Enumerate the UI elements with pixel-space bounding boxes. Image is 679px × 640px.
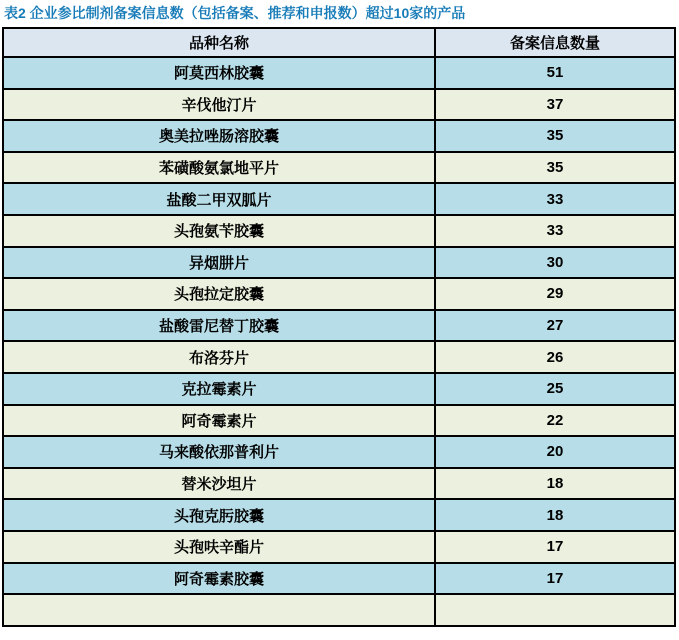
record-count-cell: 33	[435, 215, 675, 247]
record-count-cell: 27	[435, 310, 675, 342]
product-name-cell: 阿莫西林胶囊	[3, 57, 435, 89]
product-name-cell: 头孢拉定胶囊	[3, 278, 435, 310]
product-name-cell: 异烟肼片	[3, 247, 435, 279]
record-count-cell: 25	[435, 373, 675, 405]
record-count-cell: 17	[435, 563, 675, 595]
record-count-cell	[435, 594, 675, 626]
table-row	[3, 310, 675, 342]
table-row	[3, 373, 675, 405]
table-row	[3, 341, 675, 373]
column-header-product-name: 品种名称	[3, 28, 435, 57]
product-name-cell: 替米沙坦片	[3, 468, 435, 500]
table-header	[3, 28, 675, 57]
record-count-cell: 26	[435, 341, 675, 373]
table-row	[3, 57, 675, 89]
record-count-cell: 37	[435, 89, 675, 121]
table-row	[3, 120, 675, 152]
table-body	[3, 57, 675, 626]
header-row	[3, 28, 675, 57]
product-name-cell: 苯磺酸氨氯地平片	[3, 152, 435, 184]
table-row	[3, 499, 675, 531]
column-header-record-count: 备案信息数量	[435, 28, 675, 57]
record-count-cell: 20	[435, 436, 675, 468]
product-name-cell: 盐酸雷尼替丁胶囊	[3, 310, 435, 342]
record-count-cell: 35	[435, 120, 675, 152]
table-row	[3, 405, 675, 437]
product-name-cell	[3, 594, 435, 626]
record-count-cell: 30	[435, 247, 675, 279]
record-count-cell: 33	[435, 183, 675, 215]
record-count-cell: 18	[435, 468, 675, 500]
product-name-cell: 奥美拉唑肠溶胶囊	[3, 120, 435, 152]
record-count-cell: 29	[435, 278, 675, 310]
table-row	[3, 183, 675, 215]
product-name-cell: 阿奇霉素胶囊	[3, 563, 435, 595]
table-row	[3, 436, 675, 468]
product-name-cell: 头孢氨苄胶囊	[3, 215, 435, 247]
product-name-cell: 头孢克肟胶囊	[3, 499, 435, 531]
record-count-cell: 17	[435, 531, 675, 563]
table-row	[3, 563, 675, 595]
product-name-cell: 阿奇霉素片	[3, 405, 435, 437]
table-row	[3, 215, 675, 247]
table-row	[3, 89, 675, 121]
record-count-cell: 35	[435, 152, 675, 184]
table-row	[3, 278, 675, 310]
product-name-cell: 盐酸二甲双胍片	[3, 183, 435, 215]
product-name-cell: 布洛芬片	[3, 341, 435, 373]
table-row	[3, 152, 675, 184]
table-row	[3, 247, 675, 279]
product-name-cell: 克拉霉素片	[3, 373, 435, 405]
table-row-partial	[3, 594, 675, 626]
record-count-cell: 18	[435, 499, 675, 531]
product-name-cell: 头孢呋辛酯片	[3, 531, 435, 563]
product-name-cell: 马来酸依那普利片	[3, 436, 435, 468]
products-table	[2, 27, 676, 627]
record-count-cell: 22	[435, 405, 675, 437]
table-title: 表2 企业参比制剂备案信息数（包括备案、推荐和申报数）超过10家的产品	[4, 5, 466, 21]
table-row	[3, 468, 675, 500]
product-name-cell: 辛伐他汀片	[3, 89, 435, 121]
table-row	[3, 531, 675, 563]
record-count-cell: 51	[435, 57, 675, 89]
